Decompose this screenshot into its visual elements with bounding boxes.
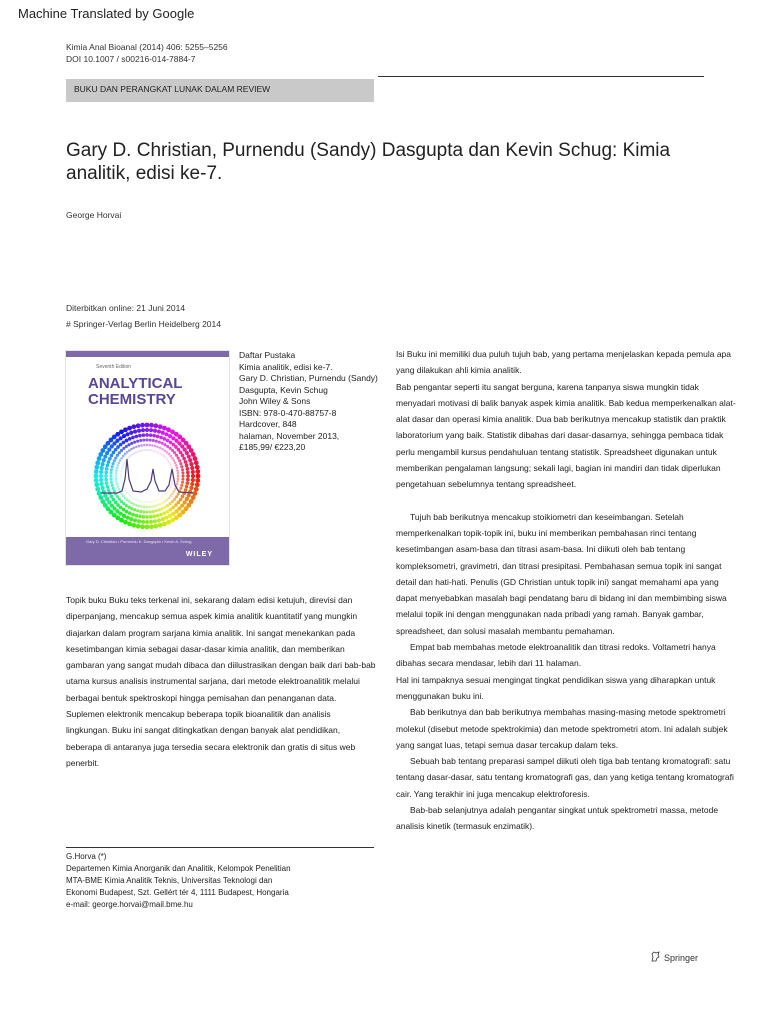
journal-citation: Kimia Anal Bioanal (2014) 406: 5255–5256 <box>66 42 228 52</box>
affiliation-rule <box>66 847 374 848</box>
biblio-line: halaman, November 2013, <box>239 430 340 441</box>
biblio-line: £185,99/ €223,20 <box>239 442 306 452</box>
body-paragraph: Bab pengantar seperti itu sangat berguna, karena tanpanya siswa mungkin tidak menyadari motivasi di balik banyak aspek kimia analitik. Bab kedua memperkenalkan alat-alat dasar dan operasi kimia analitik. Dua bab berikutnya mencakup statistik dan praktik laboratorium yang baik. Statistik dibahas dari dasar-dasarnya, sehingga pembaca tidak perlu mengambil kursus pendahuluan tentang statistik. Spreadsheet digunakan untuk memberikan pengalaman langsung; sekali lagi, bagian ini mandiri dan tidak diperlukan pengetahuan sebelumnya tentang spreadsheet. <box>396 381 736 490</box>
body-paragraph: Empat bab membahas metode elektroanalitik dan titrasi redoks. Voltametri hanya dibahas secara mendasar, lebih dari 11 halaman. <box>396 642 716 669</box>
body-paragraph: Bab-bab selanjutnya adalah pengantar singkat untuk spektrometri massa, metode analisis kinetik (termasuk enzimatik). <box>396 805 719 832</box>
springer-logo: Springer <box>650 951 698 963</box>
biblio-line: Gary D. Christian, Purnendu (Sandy) Dasgupta, Kevin Schug <box>239 373 381 395</box>
biblio-line: John Wiley & Sons <box>239 396 311 406</box>
affiliation-email[interactable]: e-mail: george.horvai@mail.bme.hu <box>66 900 193 909</box>
body-paragraph: Hal ini tampaknya sesuai mengingat tingkat pendidikan siswa yang diharapkan untuk menggunakan buku ini. <box>396 674 716 701</box>
paragraph-gap <box>396 493 738 509</box>
body-paragraph: Tujuh bab berikutnya mencakup stoikiometri dan keseimbangan. Setelah memperkenalkan topik-topik ini, buku ini memberikan pembahasan rinci tentang kesetimbangan asam-basa dan titrasi asam-basa. Ini diikuti oleh bab tentang kompleksometri, gravimetri, dan titrasi presipitasi. Pembahasan semua topik ini sangat detail dan hati-hati. Penulis (GD Christian untuk topik ini) sangat memahami apa yang dapat menyebabkan masalah bagi pendatang baru di bidang ini dan membimbing siswa melalui topik ini dengan menggunakan nada pribadi yang ramah. Banyak gambar, spreadsheet, dan solusi masalah membantu pemahaman. <box>396 511 727 636</box>
biblio-line: Daftar Pustaka <box>239 350 296 360</box>
biblio-line: Hardcover, 848 <box>239 419 297 429</box>
bibliography-block <box>239 350 379 454</box>
cover-title: ANALYTICAL CHEMISTRY <box>88 375 183 408</box>
body-paragraph: Bab berikutnya dan bab berikutnya membahas masing-masing metode spektrometri molekul (disebut metode spektrokimia) dan metode spektrometri atom. Ini adalah subjek yang sangat luas, tetapi semua dasar tercakup dalam teks. <box>396 707 728 750</box>
affiliation-line: Ekonomi Budapest, Szt. Gellért tér 4, 1111 Budapest, Hongaria <box>66 888 289 897</box>
biblio-line: Kimia analitik, edisi ke-7. <box>239 361 333 372</box>
published-online: Diterbitkan online: 21 Juni 2014 <box>66 303 186 313</box>
section-label: BUKU DAN PERANGKAT LUNAK DALAM REVIEW <box>66 79 374 102</box>
topic-paragraph: Topik buku Buku teks terkenal ini, sekarang dalam edisi ketujuh, direvisi dan diperpanjang, mencakup semua aspek kimia analitik kuantitatif yang mungkin diajarkan dalam program sarjana kimia analitik. Ini sangat menekankan pada kesetimbangan kimia sebagai dasar-dasar kimia analitik, dan memberikan gambaran yang sangat mudah dibaca dan diilustrasikan dengan baik dari bab-bab utama kursus analisis instrumental sarjana, dari metode elektroanalitik melalui berbagai bentuk spektroskopi hingga pemisahan dan penanganan data. Suplemen elektronik mencakup beberapa topik bioanalitik dan analisis lingkungan. Buku ini sangat ditingkatkan dengan banyak alat pendidikan, beberapa di antaranya juga tersedia secara elektronik dan gratis di situs web penerbit. <box>66 595 376 768</box>
affiliation-block <box>66 851 376 911</box>
biblio-line: ISBN: 978-0-470-88757-8 <box>239 407 337 418</box>
machine-translation-banner: Machine Translated by Google <box>18 6 195 21</box>
article-title: Gary D. Christian, Purnendu (Sandy) Dasgupta dan Kevin Schug: Kimia analitik, edisi ke-7. <box>66 140 671 184</box>
affiliation-line: G.Horva (*) <box>66 852 107 861</box>
header-rule <box>378 76 704 77</box>
cover-authors: Gary D. Christian • Purnendu K. Dasgupta • Kevin A. Schug <box>86 539 192 544</box>
doi-text[interactable]: DOI 10.1007 / s00216-014-7884-7 <box>66 54 196 64</box>
copyright-line: # Springer-Verlag Berlin Heidelberg 2014 <box>66 319 221 329</box>
book-cover-image <box>66 351 229 565</box>
right-column <box>396 346 738 835</box>
cover-bottom-band <box>66 537 229 565</box>
affiliation-line: Departemen Kimia Anorganik dan Analitik, Kelompok Penelitian <box>66 864 291 873</box>
cover-publisher-logo: WILEY <box>185 551 213 558</box>
author-name: George Horvai <box>66 210 122 220</box>
cover-edition: Seventh Edition <box>96 364 132 370</box>
cover-top-band <box>66 351 229 357</box>
springer-horse-icon <box>650 951 661 962</box>
cover-color-wheel-art <box>89 419 205 533</box>
affiliation-line: MTA-BME Kimia Analitik Teknis, Universitas Teknologi dan <box>66 876 273 885</box>
body-paragraph: Sebuah bab tentang preparasi sampel diikuti oleh tiga bab tentang kromatografi: satu tentang dasar-dasar, satu tentang kromatografi gas, dan yang ketiga tentang kromatografi cair. Yang terakhir ini juga mencakup elektroforesis. <box>396 756 734 799</box>
body-paragraph: Isi Buku ini memiliki dua puluh tujuh bab, yang pertama menjelaskan kepada pemula apa yang dilakukan ahli kimia analitik. <box>396 349 732 376</box>
